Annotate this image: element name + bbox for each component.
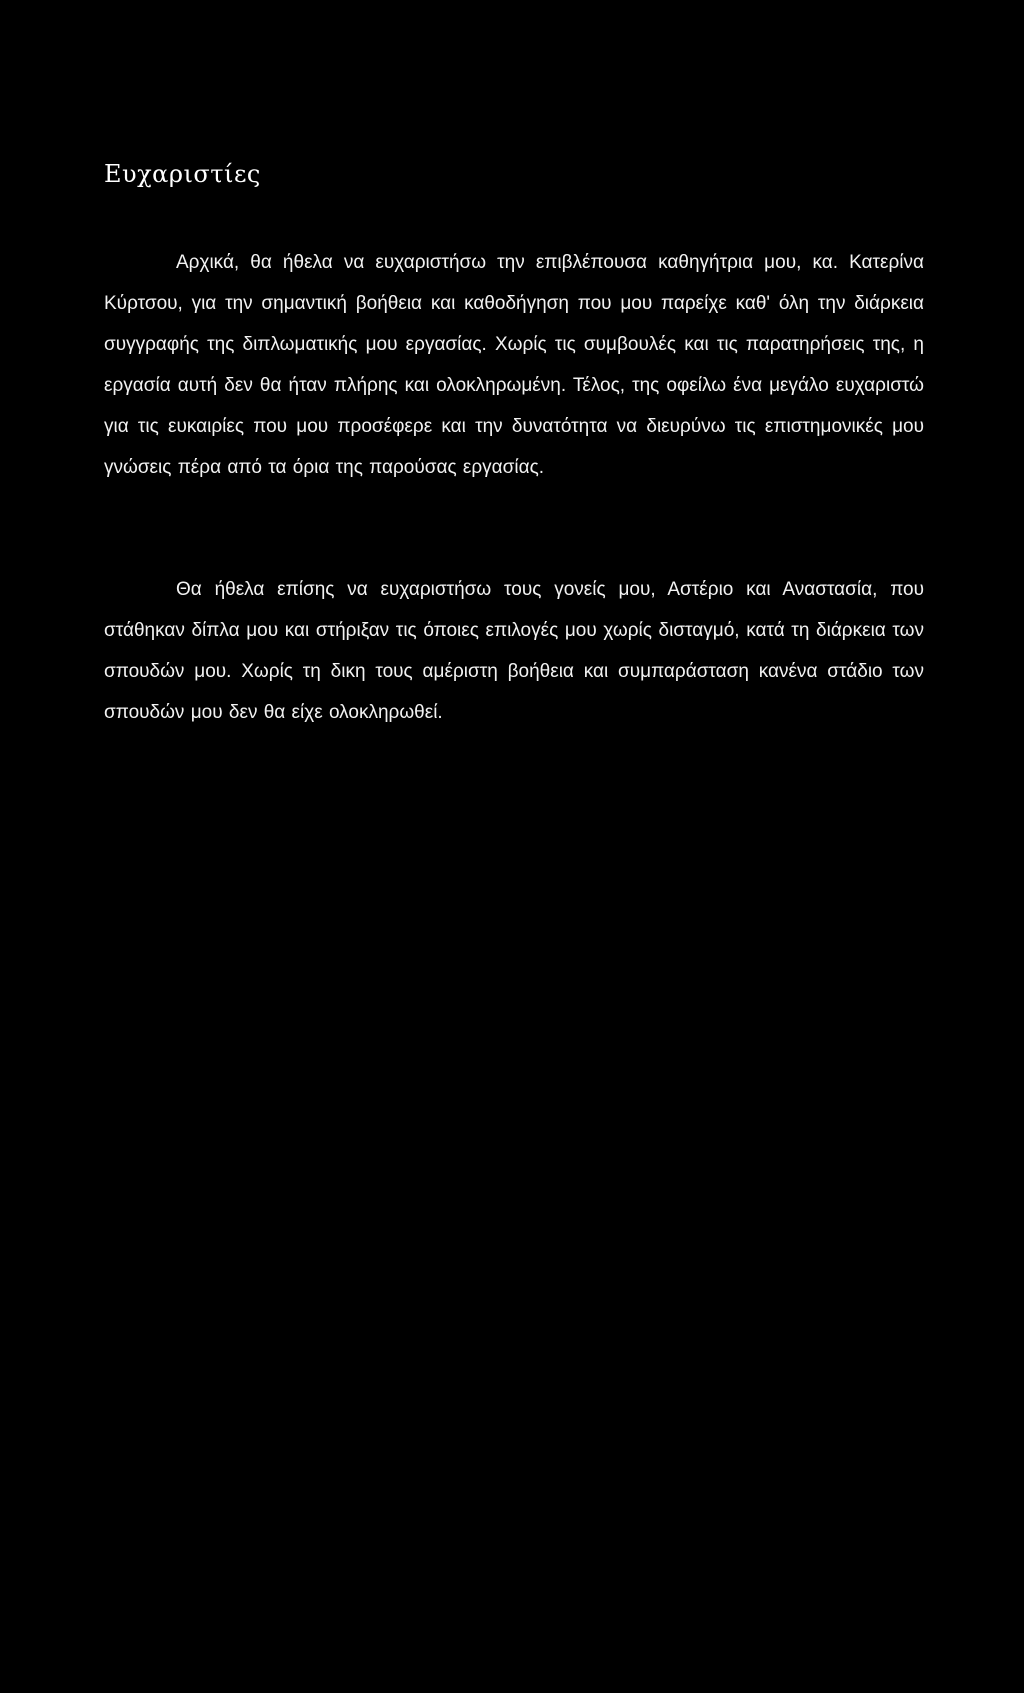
acknowledgement-paragraph-parents: Θα ήθελα επίσης να ευχαριστήσω τους γονείς μου, Αστέριο και Αναστασία, που στάθηκαν δίπλα μου και στήριξαν τις όποιες επιλογές μου χωρίς δισταγμό, κατά τη διάρκεια των σπουδών μου. Χωρίς τη δικη τους αμέριστη βοήθεια και συμπαράσταση κανένα στάδιο των σπουδών μου δεν θα είχε ολοκληρωθεί.: [104, 579, 924, 723]
page-title: Ευχαριστίες: [104, 160, 261, 188]
acknowledgement-paragraph-supervisor: Αρχικά, θα ήθελα να ευχαριστήσω την επιβλέπουσα καθηγήτρια μου, κα. Κατερίνα Κύρτσου, για την σημαντική βοήθεια και καθοδήγηση που μου παρείχε καθ' όλη την διάρκεια συγγραφής της διπλωματικής μου εργασίας. Χωρίς τις συμβουλές και τις παρατηρήσεις της, η εργασία αυτή δεν θα ήταν πλήρης και ολοκληρωμένη. Τέλος, της οφείλω ένα μεγάλο ευχαριστώ για τις ευκαιρίες που μου προσέφερε και την δυνατότητα να διευρύνω τις επιστημονικές μου γνώσεις πέρα από τα όρια της παρούσας εργασίας.: [104, 252, 924, 478]
